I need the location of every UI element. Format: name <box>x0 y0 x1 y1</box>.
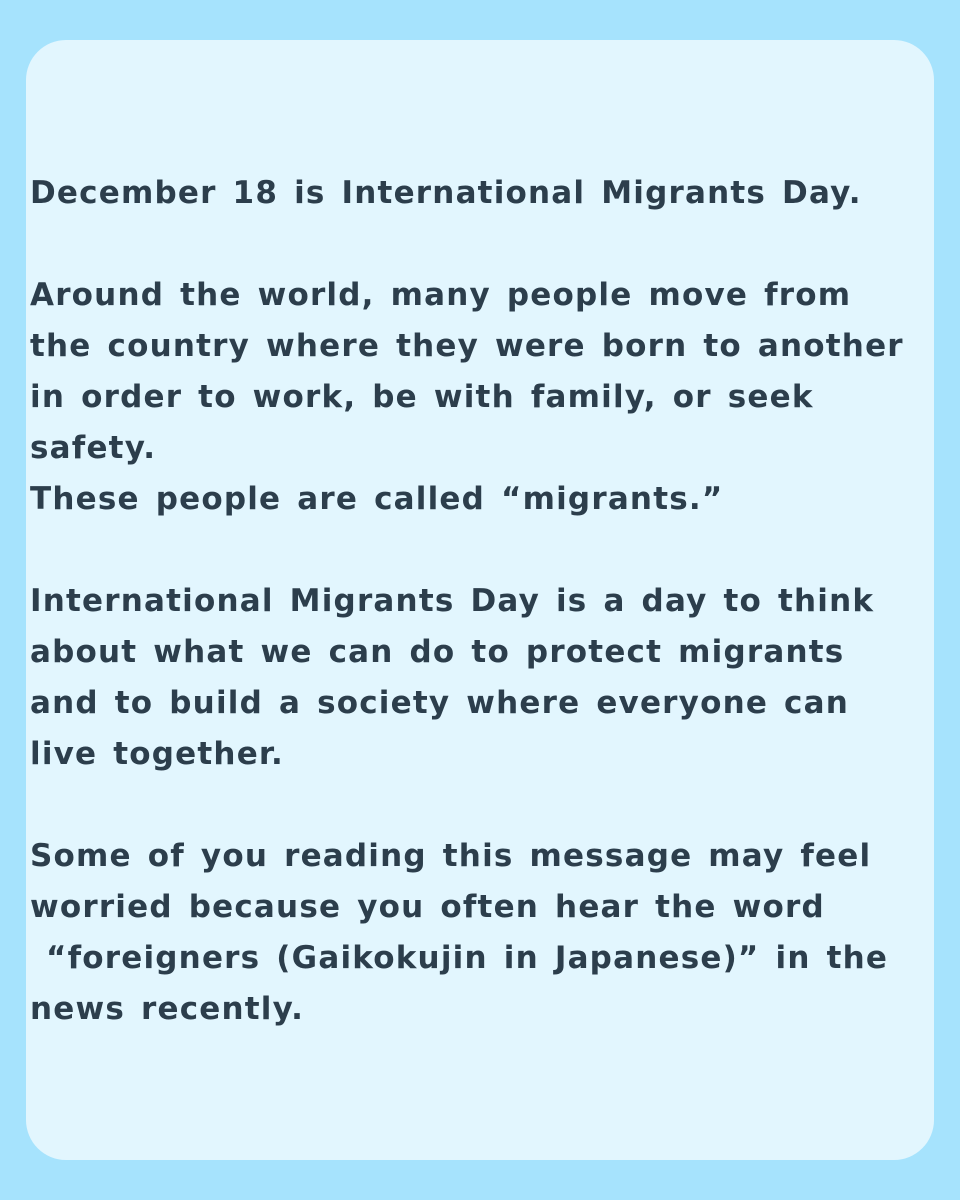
message-line: Around the world, many people move from <box>30 277 852 313</box>
message-line: in order to work, be with family, or seek <box>30 379 814 415</box>
message-line: the country where they were born to another <box>30 328 904 364</box>
paragraph-gap <box>30 525 942 576</box>
message-line: and to build a society where everyone can <box>30 685 850 721</box>
message-line: International Migrants Day is a day to think <box>30 583 875 619</box>
paragraph-gap <box>30 780 942 831</box>
paragraph-gap <box>30 219 942 270</box>
message-line: about what we can do to protect migrants <box>30 634 845 670</box>
message-line: These people are called “migrants.” <box>30 481 724 517</box>
message-line: news recently. <box>30 991 305 1027</box>
message-line: safety. <box>30 430 157 466</box>
message-line: Some of you reading this message may feel <box>30 838 872 874</box>
message-line: “foreigners (Gaikokujin in Japanese)” in the <box>30 940 889 976</box>
message-line: worried because you often hear the word <box>30 889 825 925</box>
message-line: live together. <box>30 736 284 772</box>
message-line: December 18 is International Migrants Day. <box>30 175 862 211</box>
message-body <box>30 168 942 1035</box>
